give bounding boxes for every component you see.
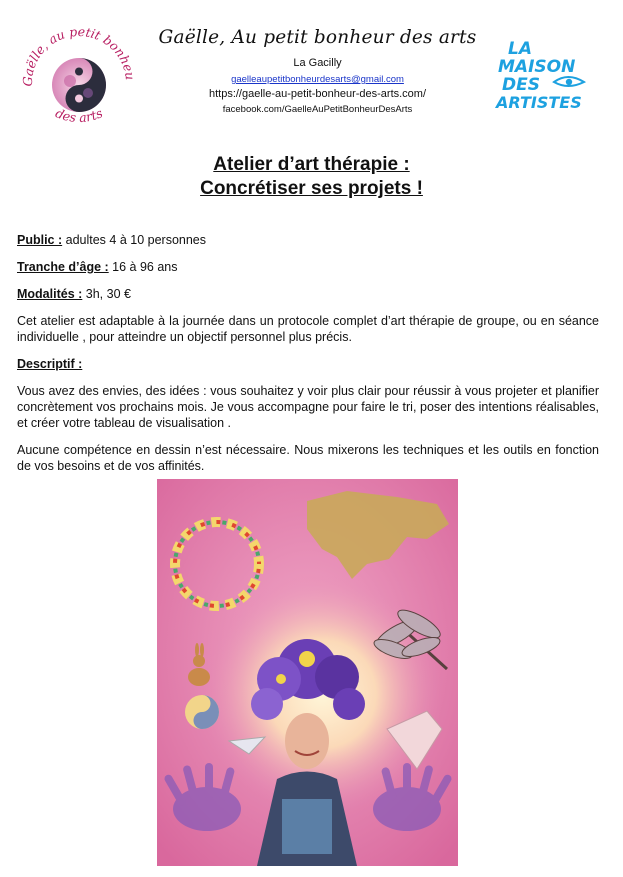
logo-left-text-top: Gaëlle, au petit bonheu (19, 25, 138, 87)
brand-name: Gaëlle, Au petit bonheur des arts (158, 27, 477, 48)
logo-maison-des-artistes (494, 38, 598, 114)
title-line1: Atelier d’art thérapie : (213, 154, 410, 175)
age-row (17, 259, 599, 275)
age-value: 16 à 96 ans (108, 260, 178, 274)
main-content (17, 232, 599, 485)
logo-left-text-bottom: des arts (53, 105, 105, 126)
header (150, 24, 485, 116)
artwork-image (157, 479, 458, 866)
vision-board-illustration (157, 479, 458, 866)
modalites-row (17, 286, 599, 302)
city: La Gacilly (293, 57, 342, 69)
website-link[interactable]: https://gaelle-au-petit-bonheur-des-arts.com/ (208, 88, 427, 100)
logo-right-line1: LA (508, 39, 532, 59)
maison-des-artistes-logo (494, 38, 598, 114)
intro-paragraph: Cet atelier est adaptable à la journée dans un protocole complet d’art thérapie de groupe, ou en séance individuelle , pour atteindre un objectif personnel plus précis. (17, 314, 599, 344)
public-label: Public : (17, 233, 63, 247)
logo-right-line3: DES (502, 75, 540, 95)
descriptif-label: Descriptif : (17, 357, 83, 371)
descriptif-paragraph-2: Aucune compétence en dessin n’est nécessaire. Nous mixerons les techniques et les outils en fonction de vos besoins et de vos affinités. (17, 443, 599, 473)
small-yin-yang-icon (185, 695, 219, 729)
modalites-label: Modalités : (17, 287, 83, 301)
descriptif-heading (17, 356, 599, 372)
descriptif-paragraph-1: Vous avez des envies, des idées : vous souhaitez y voir plus clair pour réussir à vous projeter et planifier concrètement vos prochains mois. Je vous accompagne pour faire le tri, poser des intentions réalisables, et créer votre tableau de visualisation . (17, 384, 599, 430)
eye-icon (554, 77, 584, 86)
public-row (17, 232, 599, 248)
logo-right-line2: MAISON (498, 57, 576, 77)
page-title (0, 153, 623, 201)
modalites-value: 3h, 30 € (82, 287, 131, 301)
yin-yang-logo (18, 25, 140, 135)
public-value: adultes 4 à 10 personnes (62, 233, 207, 247)
facebook-link[interactable]: facebook.com/GaelleAuPetitBonheurDesArts (222, 104, 413, 115)
age-label: Tranche d’âge : (17, 260, 109, 274)
logo-gaelle (18, 25, 140, 135)
email-link[interactable]: gaelleaupetitbonheurdesarts@gmail.com (231, 74, 404, 85)
title-line2: Concrétiser ses projets ! (200, 178, 423, 199)
logo-right-line4: ARTISTES (496, 93, 582, 112)
